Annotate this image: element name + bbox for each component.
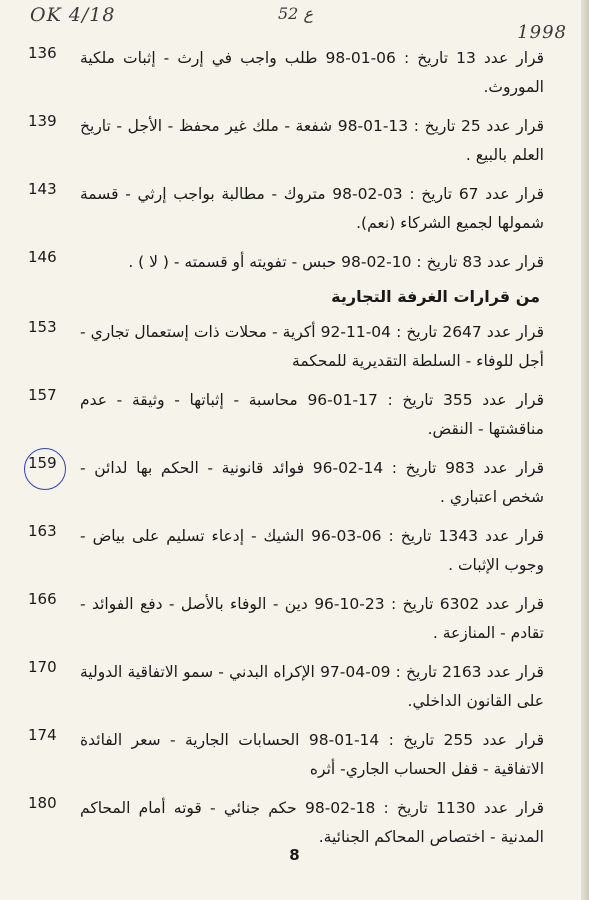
page-number: 8 (289, 846, 300, 864)
pen-circle-mark (24, 448, 66, 490)
entry-text: قرار عدد 2163 تاريخ : 09-04-97 الإكراه البدني - سمو الاتفاقية الدولية على القانون الداخلي. (80, 663, 544, 710)
decision-entry (28, 590, 544, 648)
entry-text: قرار عدد 6302 تاريخ : 23-10-96 دين - الوفاء بالأصل - دفع الفوائد - تقادم - المنازعة . (80, 595, 544, 642)
entry-page-number: 180 (28, 794, 57, 812)
entry-page-number: 159 (28, 454, 57, 472)
entry-page-number: 163 (28, 522, 57, 540)
handwritten-note-left: OK 4/18 (30, 4, 116, 26)
decision-entry (28, 180, 544, 238)
entry-page-number: 136 (28, 44, 57, 62)
handwritten-note-center: 52 ع (278, 4, 313, 23)
entry-text: قرار عدد 67 تاريخ : 03-02-98 متروك - مطالبة بواجب إرثي - قسمة شمولها لجميع الشركاء (نعم). (80, 185, 544, 232)
section-heading-commercial: من قرارات الغرفة التجارية (331, 287, 540, 306)
decision-entry (28, 522, 544, 580)
decision-entry (28, 454, 544, 512)
decision-entry (28, 726, 544, 784)
decision-entry (28, 318, 544, 376)
decision-entry (28, 794, 544, 852)
handwritten-year: 1998 (517, 22, 567, 43)
entry-text: قرار عدد 2647 تاريخ : 04-11-92 أكرية - محلات ذات إستعمال تجاري - أجل للوفاء - السلطة التقديرية للمحكمة (80, 323, 544, 370)
entry-page-number: 143 (28, 180, 57, 198)
entry-page-number: 153 (28, 318, 57, 336)
entry-text: قرار عدد 983 تاريخ : 14-02-96 فوائد قانونية - الحكم بها لدائن - شخص اعتباري . (80, 459, 544, 506)
entry-text: قرار عدد 83 تاريخ : 10-02-98 حبس - تفويته أو قسمته - ( لا ) . (128, 253, 544, 271)
entry-page-number: 166 (28, 590, 57, 608)
entry-text: قرار عدد 1130 تاريخ : 18-02-98 حكم جنائي - قوته أمام المحاكم المدنية - اختصاص المحاكم الجنائية. (80, 799, 544, 846)
entry-text: قرار عدد 13 تاريخ : 06-01-98 طلب واجب في إرث - إثبات ملكية الموروث. (80, 49, 544, 96)
entry-text: قرار عدد 355 تاريخ : 17-01-96 محاسبة - إثباتها - وثيقة - عدم مناقشتها - النقض. (80, 391, 544, 438)
entry-page-number: 157 (28, 386, 57, 404)
decision-entry (28, 44, 544, 102)
commercial-decisions (28, 318, 544, 852)
decision-entry (28, 386, 544, 444)
entry-page-number: 174 (28, 726, 57, 744)
decision-entry (28, 112, 544, 170)
entry-text: قرار عدد 255 تاريخ : 14-01-98 الحسابات الجارية - سعر الفائدة الاتفاقية - قفل الحساب الجاري- أثره (80, 731, 544, 778)
entry-text: قرار عدد 25 تاريخ : 13-01-98 شفعة - ملك غير محفظ - الأجل - تاريخ العلم بالبيع . (80, 117, 544, 164)
decisions-list (28, 44, 544, 862)
decision-entry (28, 658, 544, 716)
entry-text: قرار عدد 1343 تاريخ : 06-03-96 الشيك - إدعاء تسليم على بياض - وجوب الإثبات . (80, 527, 544, 574)
page-binding-edge (581, 0, 589, 900)
entry-page-number: 146 (28, 248, 57, 266)
decision-entry (28, 248, 544, 277)
entry-page-number: 170 (28, 658, 57, 676)
civil-decisions (28, 44, 544, 277)
entry-page-number: 139 (28, 112, 57, 130)
